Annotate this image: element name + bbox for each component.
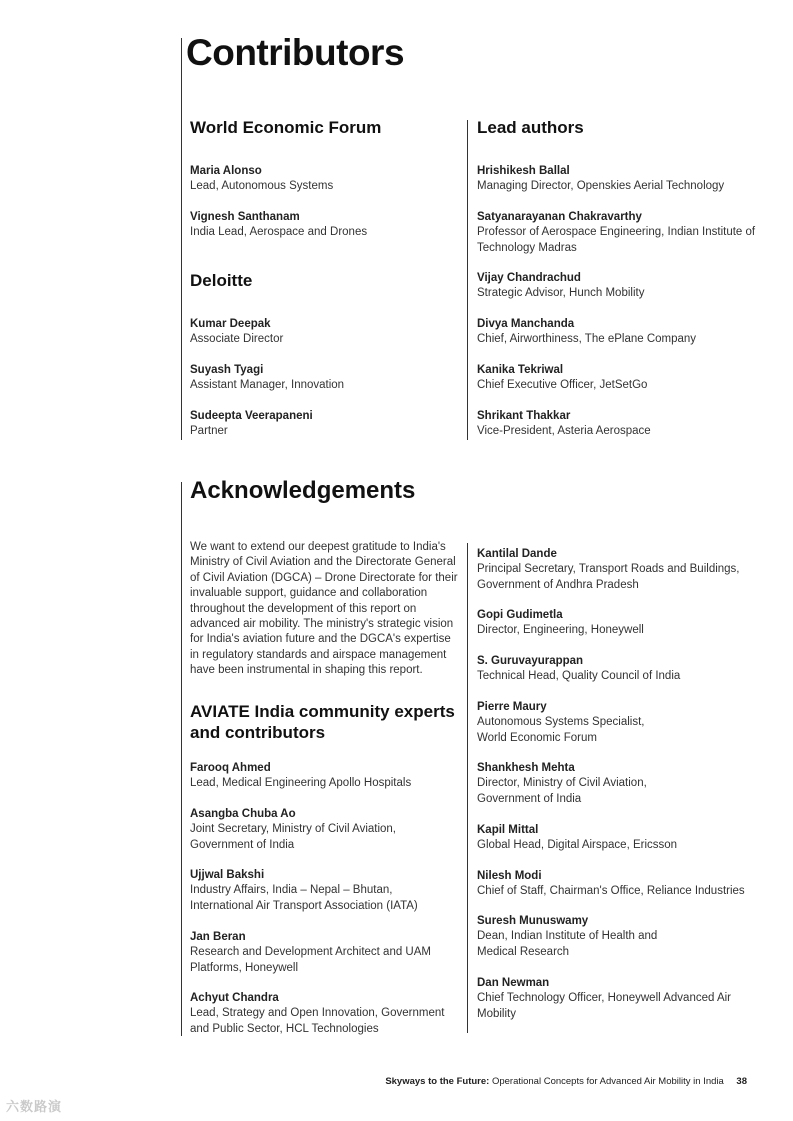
person-role: Lead, Medical Engineering Apollo Hospitals <box>190 777 412 789</box>
person-name: Shrikant Thakkar <box>477 410 571 422</box>
wef-heading: World Economic Forum <box>190 118 382 137</box>
person-name: Maria Alonso <box>190 165 262 177</box>
person-name: Ujjwal Bakshi <box>190 869 265 881</box>
deloitte-heading: Deloitte <box>190 271 253 290</box>
footer-report-title: Skyways to the Future: <box>385 1076 490 1087</box>
community-entry <box>477 547 752 593</box>
community-entry <box>477 654 752 685</box>
person-name: Kapil Mittal <box>477 824 539 836</box>
person-role: Chief Technology Officer, Honeywell Advanced Air Mobility <box>477 992 731 1020</box>
person-role: Global Head, Digital Airspace, Ericsson <box>477 839 678 851</box>
person-role: Associate Director <box>190 333 284 345</box>
person-role: Principal Secretary, Transport Roads and Buildings, Government of Andhra Pradesh <box>477 563 740 591</box>
contributor-entry <box>190 164 470 195</box>
person-name: Gopi Gudimetla <box>477 609 563 621</box>
person-role: Joint Secretary, Ministry of Civil Aviation, Government of India <box>190 823 397 851</box>
watermark-logo: 六数路演 <box>6 1099 63 1114</box>
acknowledgements-divider-line <box>181 482 182 1036</box>
community-entry <box>477 700 667 746</box>
person-name: Suyash Tyagi <box>190 364 264 376</box>
person-role: Vice-President, Asteria Aerospace <box>477 425 651 437</box>
contributor-entry <box>477 363 757 394</box>
community-entry <box>190 761 460 792</box>
acknowledgements-title: Acknowledgements <box>190 477 416 504</box>
community-entry <box>190 991 460 1037</box>
person-name: Satyanarayanan Chakravarthy <box>477 211 642 223</box>
person-role: Autonomous Systems Specialist, World Economic Forum <box>477 716 645 744</box>
person-name: Shankhesh Mehta <box>477 762 575 774</box>
community-heading: AVIATE India community experts and contributors <box>190 702 455 742</box>
person-role: Technical Head, Quality Council of India <box>477 670 681 682</box>
person-role: Managing Director, Openskies Aerial Technology <box>477 180 725 192</box>
community-entry <box>477 914 677 960</box>
community-entry <box>477 869 757 900</box>
community-entry <box>477 823 752 854</box>
community-entry <box>190 930 450 976</box>
person-role: India Lead, Aerospace and Drones <box>190 226 368 238</box>
person-name: S. Guruvayurappan <box>477 655 584 667</box>
person-name: Hrishikesh Ballal <box>477 165 570 177</box>
person-role: Professor of Aerospace Engineering, Indian Institute of Technology Madras <box>477 226 756 254</box>
community-entry <box>477 976 737 1022</box>
contributors-divider-line <box>181 38 182 440</box>
person-role: Chief Executive Officer, JetSetGo <box>477 379 648 391</box>
community-entry <box>190 807 405 853</box>
person-name: Asangba Chuba Ao <box>190 808 296 820</box>
person-role: Strategic Advisor, Hunch Mobility <box>477 287 645 299</box>
person-role: Assistant Manager, Innovation <box>190 379 345 391</box>
person-name: Achyut Chandra <box>190 992 279 1004</box>
person-name: Kantilal Dande <box>477 548 557 560</box>
person-name: Jan Beran <box>190 931 246 943</box>
person-name: Divya Manchanda <box>477 318 575 330</box>
person-name: Dan Newman <box>477 977 550 989</box>
footer-subtitle: Operational Concepts for Advanced Air Mobility in India <box>491 1076 724 1087</box>
person-name: Farooq Ahmed <box>190 762 271 774</box>
person-name: Nilesh Modi <box>477 870 542 882</box>
person-name: Vijay Chandrachud <box>477 272 581 284</box>
contributors-title: Contributors <box>186 32 405 73</box>
person-role: Lead, Strategy and Open Innovation, Government and Public Sector, HCL Technologies <box>190 1007 445 1035</box>
person-name: Vignesh Santhanam <box>190 211 300 223</box>
person-role: Director, Engineering, Honeywell <box>477 624 644 636</box>
contributor-entry <box>190 409 470 440</box>
contributor-entry <box>477 317 757 348</box>
person-name: Kanika Tekriwal <box>477 364 564 376</box>
person-role: Research and Development Architect and UAM Platforms, Honeywell <box>190 946 431 974</box>
person-name: Suresh Munuswamy <box>477 915 589 927</box>
community-entry <box>477 761 677 807</box>
contributor-entry <box>477 271 757 302</box>
contributor-entry <box>190 363 470 394</box>
contributor-entry <box>190 210 470 241</box>
contributor-entry <box>477 409 757 440</box>
page-footer <box>385 1076 747 1087</box>
community-entry <box>190 868 430 914</box>
contributor-entry <box>190 317 470 348</box>
person-name: Sudeepta Veerapaneni <box>190 410 313 422</box>
person-name: Kumar Deepak <box>190 318 271 330</box>
person-name: Pierre Maury <box>477 701 547 713</box>
contributor-entry <box>477 210 757 256</box>
acknowledgements-paragraph: We want to extend our deepest gratitude to India's Ministry of Civil Aviation and the Directorate General of Civil Aviation (DGCA) – Drone Directorate for their invaluable support, guidance and collaboration throughout the development of this report on advanced air mobility. The ministry's strategic vision for India's aviation future and the DGCA's expertise in regulatory standards and airspace management have been instrumental in shaping this report. <box>190 541 458 677</box>
person-role: Director, Ministry of Civil Aviation, Government of India <box>477 777 647 805</box>
page-number: 38 <box>736 1076 747 1087</box>
community-entry <box>477 608 752 639</box>
person-role: Chief of Staff, Chairman's Office, Reliance Industries <box>477 885 745 897</box>
person-role: Chief, Airworthiness, The ePlane Company <box>477 333 697 345</box>
lead-authors-heading: Lead authors <box>477 118 584 137</box>
person-role: Dean, Indian Institute of Health and Medical Research <box>477 930 658 958</box>
person-role: Industry Affairs, India – Nepal – Bhutan, International Air Transport Association (IATA) <box>190 884 418 912</box>
person-role: Partner <box>190 425 228 437</box>
contributor-entry <box>477 164 757 195</box>
person-role: Lead, Autonomous Systems <box>190 180 334 192</box>
community-divider-line <box>467 543 468 1033</box>
